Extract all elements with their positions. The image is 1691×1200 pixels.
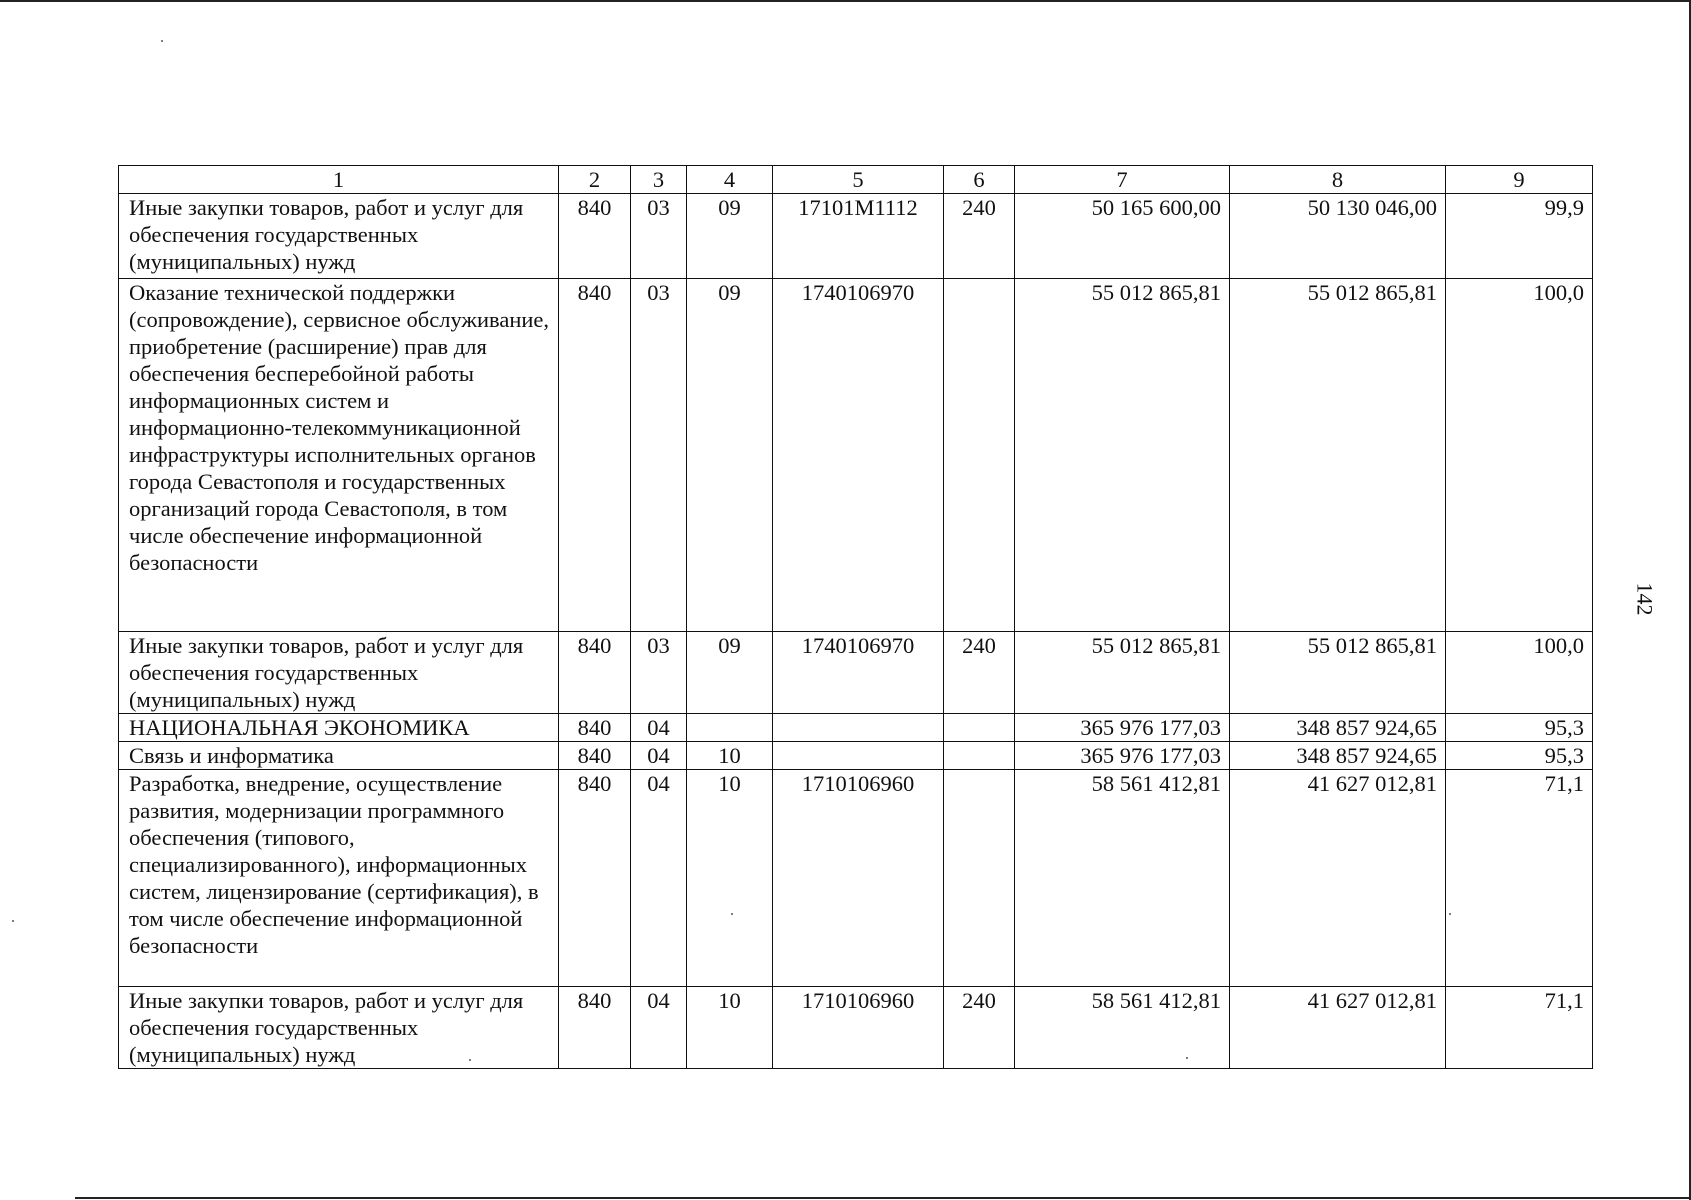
page-border-top	[0, 0, 1691, 2]
budget-table-body	[119, 166, 1593, 1069]
execution-percent: 95,3	[1446, 714, 1593, 742]
section-code: 04	[631, 714, 687, 742]
table-row	[119, 742, 1593, 770]
table-row	[119, 987, 1593, 1069]
expense-type-code	[944, 770, 1015, 987]
ministry-code: 840	[559, 632, 631, 714]
ministry-code: 840	[559, 714, 631, 742]
execution-percent: 100,0	[1446, 632, 1593, 714]
expense-name: Иные закупки товаров, работ и услуг для обеспечения государственных (муниципальных) нужд	[119, 194, 559, 279]
section-code: 04	[631, 742, 687, 770]
column-number: 2	[559, 166, 631, 194]
ministry-code: 840	[559, 770, 631, 987]
execution-percent: 71,1	[1446, 770, 1593, 987]
executed-amount: 348 857 924,65	[1230, 742, 1446, 770]
section-code: 03	[631, 194, 687, 279]
section-code: 03	[631, 279, 687, 632]
expense-name: Иные закупки товаров, работ и услуг для обеспечения государственных (муниципальных) нужд	[119, 632, 559, 714]
executed-amount: 41 627 012,81	[1230, 770, 1446, 987]
executed-amount: 55 012 865,81	[1230, 632, 1446, 714]
ministry-code: 840	[559, 279, 631, 632]
planned-amount: 365 976 177,03	[1015, 742, 1230, 770]
expense-type-code: 240	[944, 987, 1015, 1069]
target-article-code: 1740106970	[773, 279, 944, 632]
column-number-row	[119, 166, 1593, 194]
page-border-bottom	[75, 1197, 1691, 1199]
subsection-code: 09	[687, 194, 773, 279]
execution-percent: 71,1	[1446, 987, 1593, 1069]
expense-name: Иные закупки товаров, работ и услуг для обеспечения государственных (муниципальных) нужд	[119, 987, 559, 1069]
column-number: 3	[631, 166, 687, 194]
planned-amount: 50 165 600,00	[1015, 194, 1230, 279]
expense-name: Оказание технической поддержки (сопровождение), сервисное обслуживание, приобретение (расширение) прав для обеспечения бесперебойной работы информационных систем и информационно-телекоммуникационной инфраструктуры исполнительных органов города Севастополя и государственных организаций города Севастополя, в том числе обеспечение информационной безопасности	[119, 279, 559, 632]
section-code: 03	[631, 632, 687, 714]
planned-amount: 365 976 177,03	[1015, 714, 1230, 742]
executed-amount: 348 857 924,65	[1230, 714, 1446, 742]
ministry-code: 840	[559, 742, 631, 770]
target-article-code: 1710106960	[773, 770, 944, 987]
executed-amount: 55 012 865,81	[1230, 279, 1446, 632]
target-article-code: 17101М1112	[773, 194, 944, 279]
expense-name: Разработка, внедрение, осуществление развития, модернизации программного обеспечения (типового, специализированного), информационных систем, лицензирование (сертификация), в том числе обеспечение информационной безопасности	[119, 770, 559, 987]
column-number: 6	[944, 166, 1015, 194]
planned-amount: 55 012 865,81	[1015, 632, 1230, 714]
target-article-code: 1740106970	[773, 632, 944, 714]
column-number: 5	[773, 166, 944, 194]
scan-speck	[161, 40, 163, 42]
column-number: 8	[1230, 166, 1446, 194]
table-row	[119, 714, 1593, 742]
table-row	[119, 194, 1593, 279]
table-row	[119, 632, 1593, 714]
expense-type-code	[944, 742, 1015, 770]
page-number: 142	[1632, 582, 1658, 616]
expense-type-code: 240	[944, 194, 1015, 279]
expense-type-code	[944, 714, 1015, 742]
subsection-code: 09	[687, 279, 773, 632]
budget-table	[118, 165, 1593, 1069]
table-row	[119, 279, 1593, 632]
section-code: 04	[631, 770, 687, 987]
section-code: 04	[631, 987, 687, 1069]
column-number: 1	[119, 166, 559, 194]
executed-amount: 50 130 046,00	[1230, 194, 1446, 279]
subsection-code: 10	[687, 987, 773, 1069]
planned-amount: 55 012 865,81	[1015, 279, 1230, 632]
execution-percent: 95,3	[1446, 742, 1593, 770]
column-number: 4	[687, 166, 773, 194]
expense-type-code	[944, 279, 1015, 632]
executed-amount: 41 627 012,81	[1230, 987, 1446, 1069]
subsection-code: 10	[687, 742, 773, 770]
subsection-code	[687, 714, 773, 742]
expense-name: Связь и информатика	[119, 742, 559, 770]
subsection-code: 10	[687, 770, 773, 987]
target-article-code	[773, 742, 944, 770]
subsection-code: 09	[687, 632, 773, 714]
expense-type-code: 240	[944, 632, 1015, 714]
ministry-code: 840	[559, 987, 631, 1069]
execution-percent: 99,9	[1446, 194, 1593, 279]
expense-name: НАЦИОНАЛЬНАЯ ЭКОНОМИКА	[119, 714, 559, 742]
planned-amount: 58 561 412,81	[1015, 987, 1230, 1069]
target-article-code	[773, 714, 944, 742]
execution-percent: 100,0	[1446, 279, 1593, 632]
table-row	[119, 770, 1593, 987]
column-number: 9	[1446, 166, 1593, 194]
planned-amount: 58 561 412,81	[1015, 770, 1230, 987]
column-number: 7	[1015, 166, 1230, 194]
target-article-code: 1710106960	[773, 987, 944, 1069]
ministry-code: 840	[559, 194, 631, 279]
scan-speck	[12, 920, 14, 922]
